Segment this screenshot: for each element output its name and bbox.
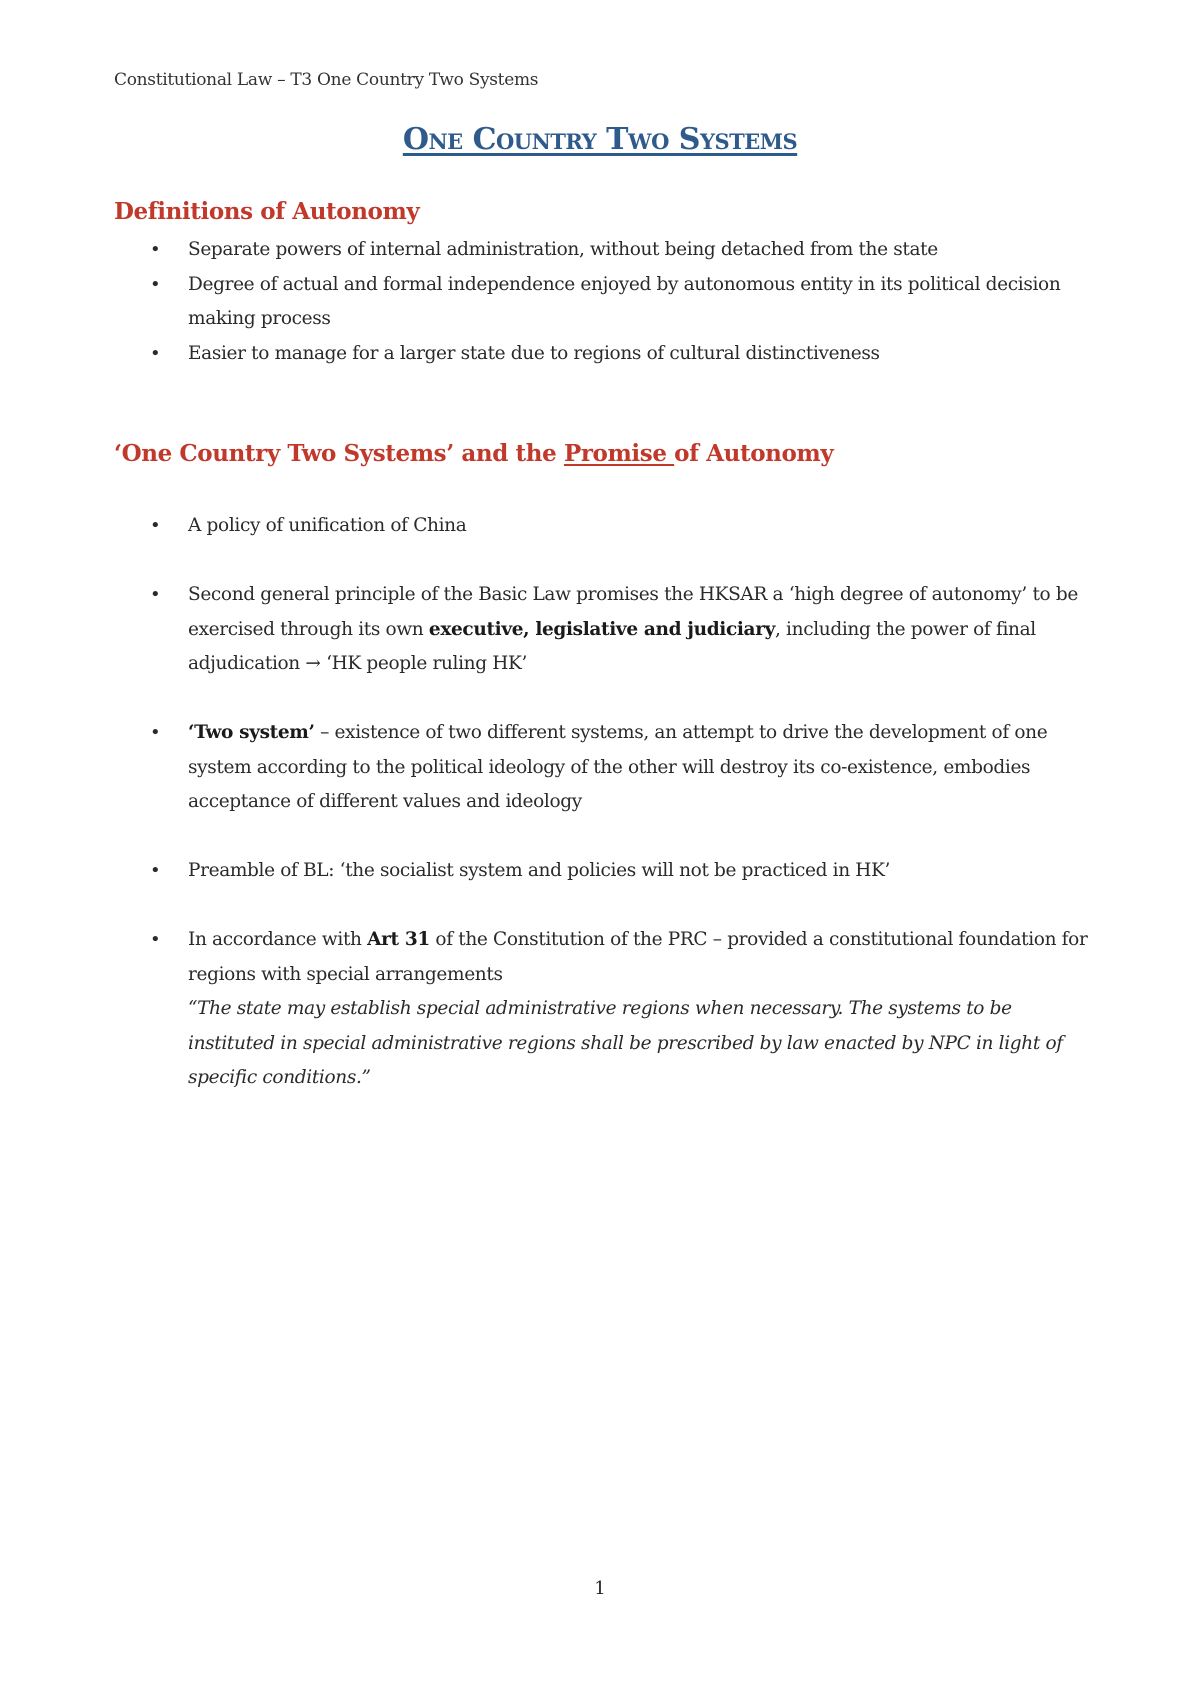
list-item: • Separate powers of internal administration, without being detached from the state: [150, 233, 1100, 268]
section-heading-definitions: Definitions of Autonomy: [114, 198, 420, 225]
promise-list: [150, 509, 1100, 1130]
bullet-text: of the Constitution of the PRC – provided a constitutional foundation for regions with special arrangements: [188, 929, 1088, 985]
bullet-text: Second general principle of the Basic Law promises the HKSAR a ‘high degree of autonomy’ to be exercised through its own: [188, 584, 1078, 640]
bullet-text: – existence of two different systems, an attempt to drive the development of one system according to the political ideology of the other will destroy its co-existence, embodies acceptance of different values and ideology: [188, 722, 1048, 812]
document-title: One Country Two Systems: [402, 122, 798, 157]
bullet-text: Preamble of BL: ‘the socialist system and policies will not be practiced in HK’: [188, 860, 891, 881]
bullet-text: In accordance with: [188, 929, 368, 950]
bold-text: Art 31: [367, 929, 430, 950]
list-item: [150, 509, 1100, 544]
heading-underlined-text: Promise: [563, 440, 675, 467]
list-item: • Degree of actual and formal independence enjoyed by autonomous entity in its political decision making process: [150, 268, 1100, 337]
bullet-text: , including the power of final adjudication → ‘HK people ruling HK’: [188, 618, 1036, 674]
running-header: Constitutional Law – T3 One Country Two Systems: [114, 70, 539, 90]
heading-text: ‘One Country Two Systems’ and the: [114, 440, 564, 467]
bullet-text: A policy of unification of China: [188, 515, 467, 536]
list-item: • Easier to manage for a larger state due to regions of cultural distinctiveness: [150, 337, 1100, 372]
heading-text: of Autonomy: [674, 440, 834, 467]
bold-text: executive, legislative and judiciary: [428, 618, 775, 640]
list-item: [150, 716, 1100, 820]
section-heading-promise: [114, 440, 833, 467]
page-number: 1: [594, 1578, 606, 1599]
definitions-list: [150, 233, 1100, 371]
list-item: [150, 854, 1100, 889]
list-item: [150, 578, 1100, 682]
quotation: “The state may establish special administrative regions when necessary. The systems to be instituted in special administrative regions shall be prescribed by law enacted by NPC in light of specific conditions.”: [188, 998, 1063, 1088]
bold-text: ‘Two system’: [188, 722, 315, 743]
list-item: [150, 923, 1100, 1096]
